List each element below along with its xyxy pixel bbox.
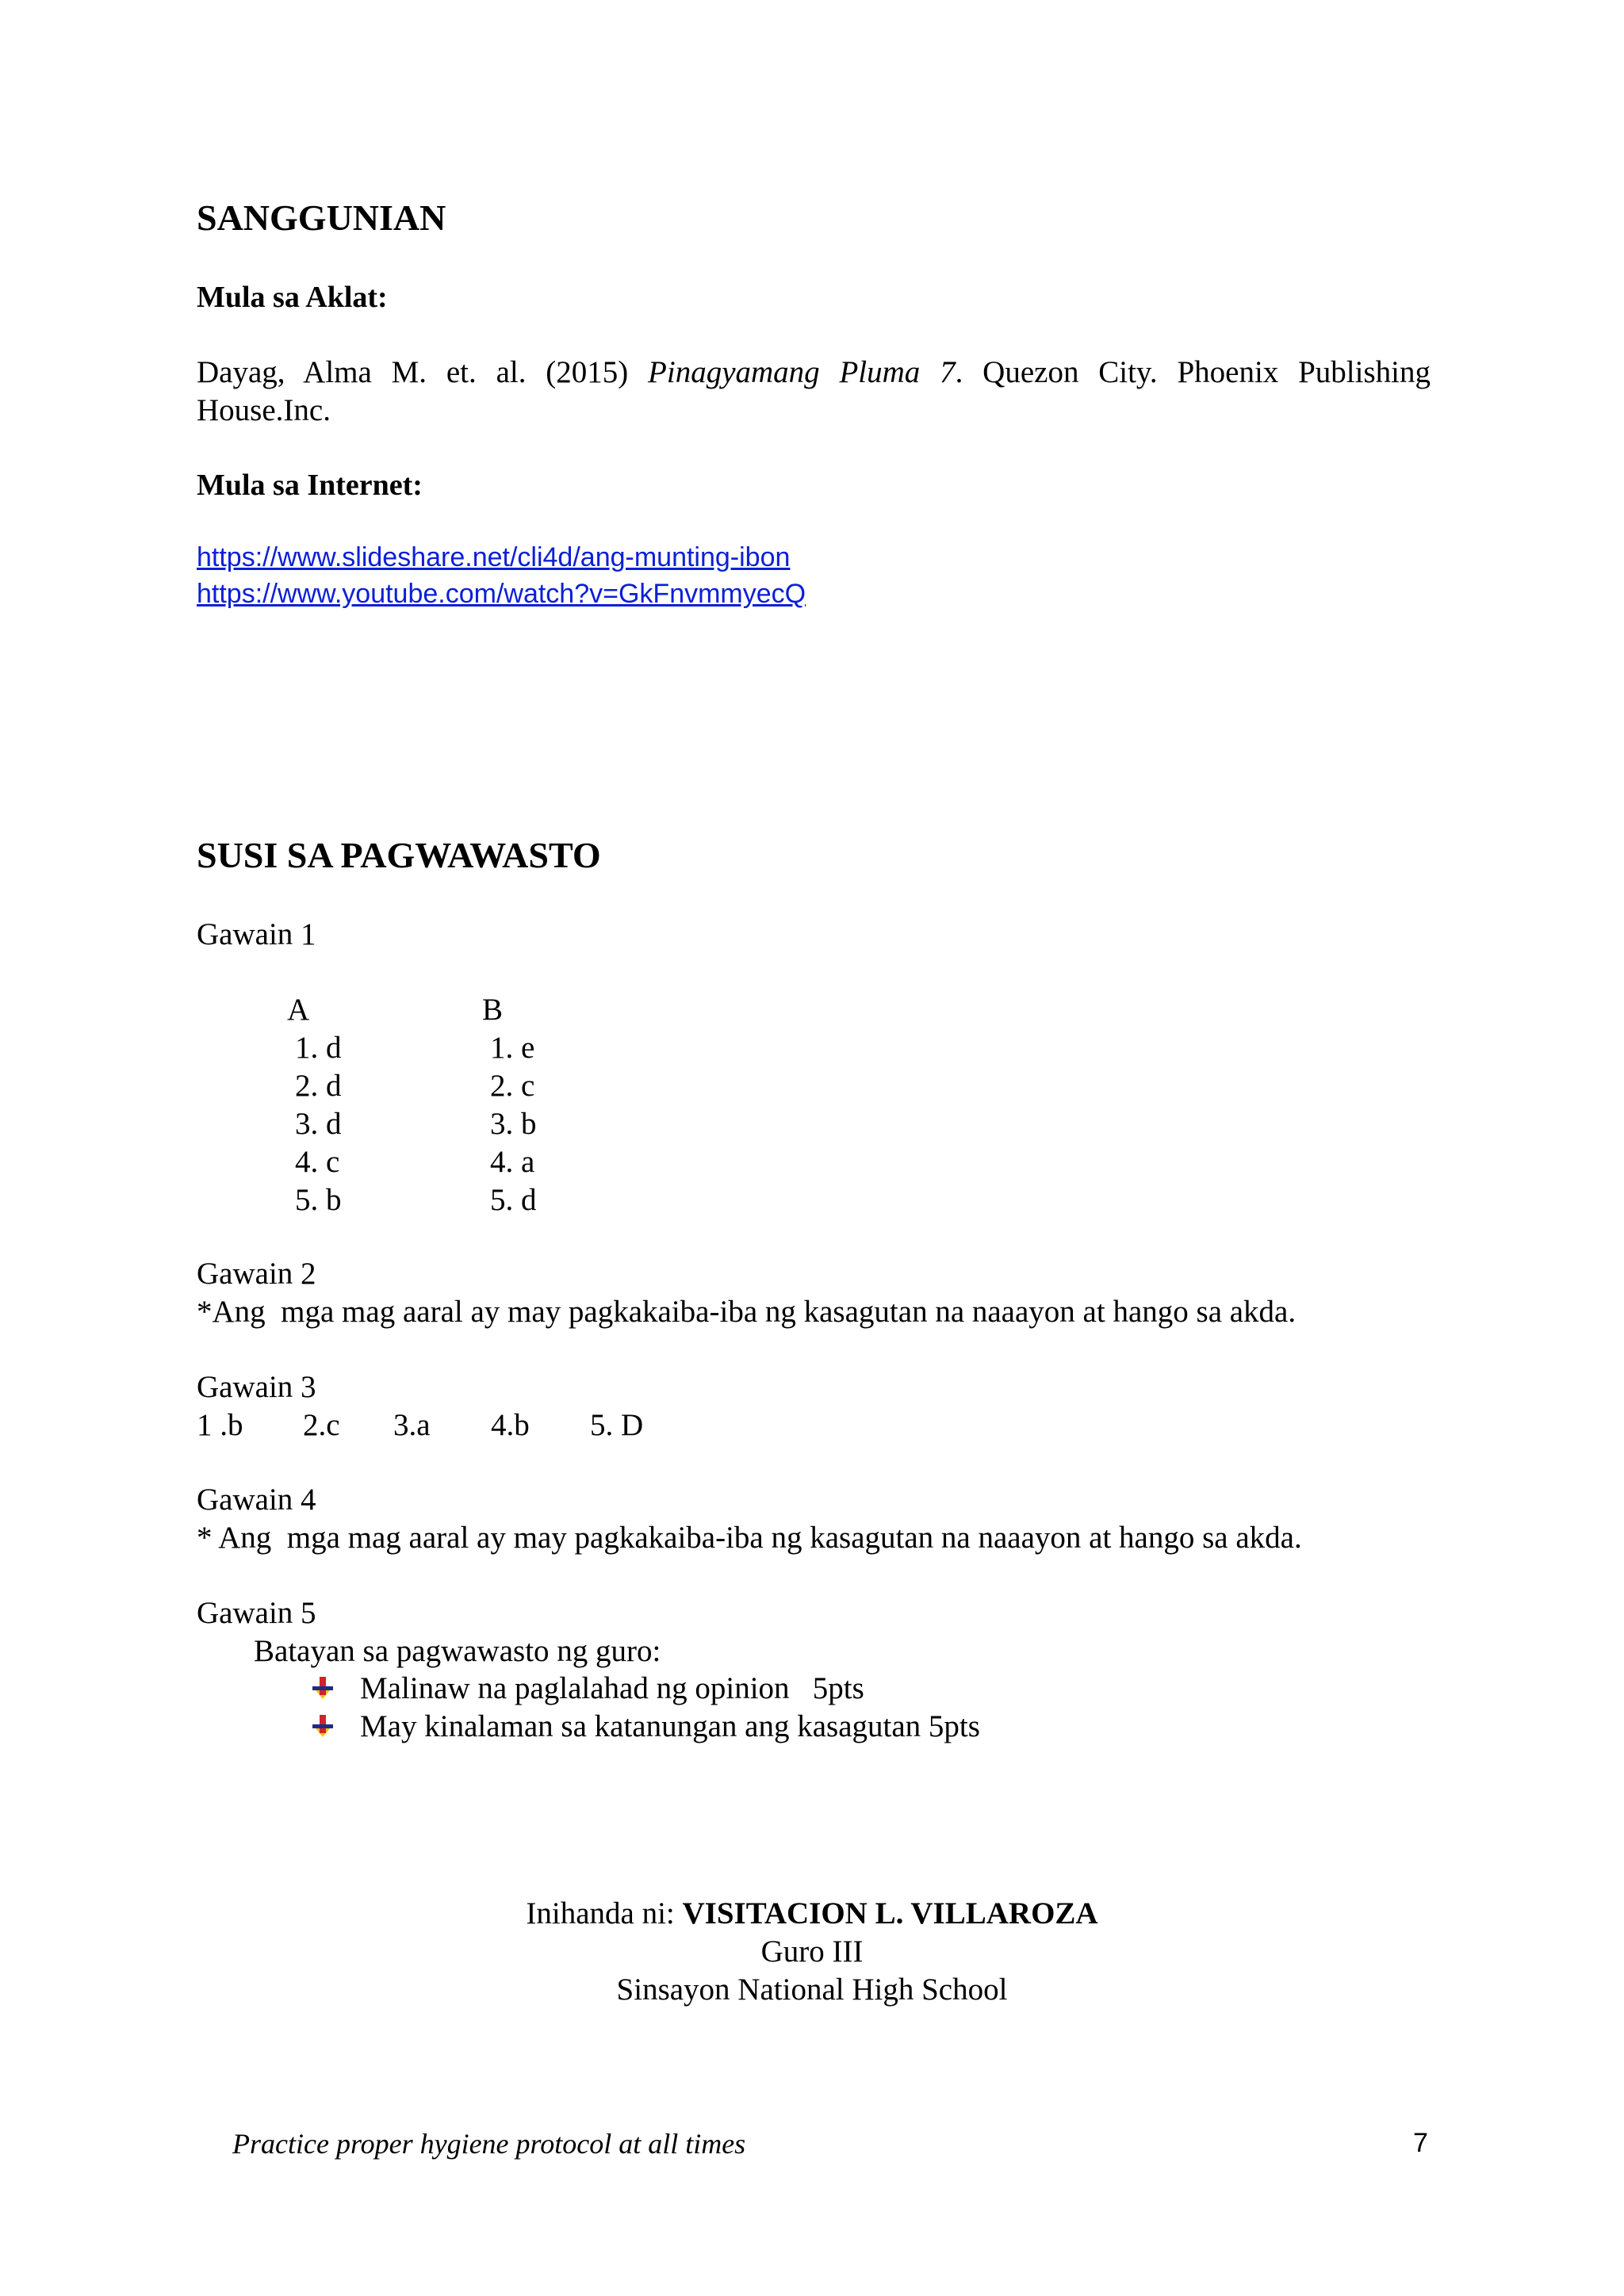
- col-a-item: 5. b: [295, 1183, 342, 1217]
- references-heading: SANGGUNIAN: [197, 197, 446, 238]
- gawain2-text: *Ang mga mag aaral ay may pagkakaiba-iba ng kasagutan na naaayon at hango sa akda.: [197, 1295, 1297, 1329]
- col-a-item: 1. d: [295, 1031, 342, 1065]
- prepared-by-school: Sinsayon National High School: [616, 1973, 1008, 2007]
- book-label: Mula sa Aklat:: [197, 281, 388, 314]
- col-b-item: 2. c: [490, 1069, 535, 1103]
- col-b-item: 1. e: [490, 1031, 535, 1065]
- gawain3-answer: 4.b: [491, 1408, 530, 1442]
- gawain5-intro: Batayan sa pagwawasto ng guro:: [254, 1634, 661, 1668]
- col-a-item: 4. c: [295, 1145, 340, 1179]
- gawain3-answer: 3.a: [393, 1408, 431, 1442]
- col-a-item: 3. d: [295, 1107, 342, 1141]
- book-reference-line2: House.Inc.: [197, 393, 331, 427]
- col-b-item: 3. b: [490, 1107, 537, 1141]
- col-b-item: 5. d: [490, 1183, 537, 1217]
- book-reference-line1: [197, 354, 1431, 392]
- prepared-by-name: VISITACION L. VILLAROZA: [682, 1896, 1098, 1931]
- gawain5-criterion: May kinalaman sa katanungan ang kasagutan 5pts: [360, 1709, 980, 1743]
- gawain5-title: Gawain 5: [197, 1596, 316, 1630]
- book-reference: [197, 354, 1431, 430]
- prepared-by-label: Inihanda ni:: [526, 1896, 683, 1931]
- col-b-item: 4. a: [490, 1145, 535, 1179]
- gawain5-criterion: Malinaw na paglalahad ng opinion 5pts: [360, 1671, 864, 1705]
- gawain3-answer: 5. D: [590, 1408, 644, 1442]
- link-slideshare[interactable]: https://www.slideshare.net/cli4d/ang-munting-ibon: [197, 542, 791, 572]
- arrow-down-plus-icon: [311, 1677, 335, 1701]
- col-a-item: 2. d: [295, 1069, 342, 1103]
- internet-label: Mula sa Internet:: [197, 469, 423, 502]
- page-number: 7: [1413, 2128, 1428, 2158]
- book-ref-title: Pinagyamang Pluma 7: [648, 355, 956, 389]
- book-ref-authors: Dayag, Alma M. et. al. (2015): [197, 355, 649, 389]
- gawain3-answer: 2.c: [303, 1408, 340, 1442]
- gawain4-text: * Ang mga mag aaral ay may pagkakaiba-iba ng kasagutan na naaayon at hango sa akda.: [197, 1521, 1302, 1555]
- arrow-down-plus-icon: [311, 1715, 335, 1739]
- gawain3-title: Gawain 3: [197, 1370, 316, 1404]
- gawain2-title: Gawain 2: [197, 1257, 316, 1291]
- gawain1-title: Gawain 1: [197, 917, 316, 951]
- link-youtube[interactable]: https://www.youtube.com/watch?v=GkFnvmmyecQ: [197, 579, 806, 609]
- gawain3-answer: 1 .b: [197, 1408, 243, 1442]
- prepared-by-position: Guro III: [760, 1934, 864, 1969]
- gawain1-col-b: [490, 1029, 537, 1219]
- prepared-by-line: [0, 1895, 1624, 1933]
- answer-key-heading: SUSI SA PAGWAWASTO: [197, 835, 601, 875]
- footer-motto: Practice proper hygiene protocol at all times: [232, 2128, 746, 2160]
- book-ref-publisher: . Quezon City. Phoenix Publishing: [955, 355, 1431, 389]
- gawain1-col-b-header: B: [482, 993, 504, 1027]
- gawain1-col-a-header: A: [287, 993, 310, 1027]
- gawain4-title: Gawain 4: [197, 1483, 316, 1517]
- gawain1-col-a: [295, 1029, 342, 1219]
